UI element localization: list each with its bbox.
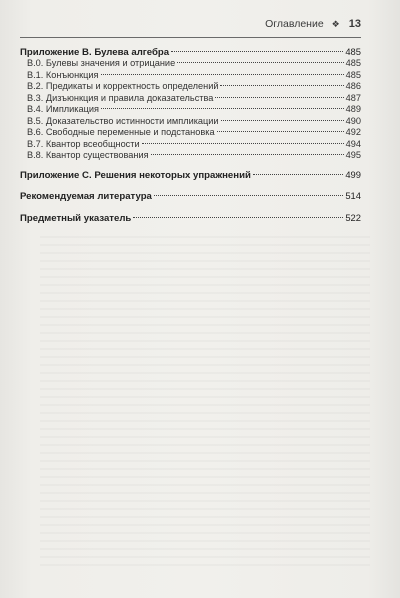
toc-subentry-page: 494 <box>345 138 361 149</box>
toc-subentry-title: B.7. Квантор всеобщности <box>27 138 140 149</box>
toc-subentry-page: 486 <box>345 81 361 92</box>
toc-entry-index <box>20 211 361 224</box>
toc-entry-page: 514 <box>345 190 361 202</box>
toc-entry-appendix-c <box>20 168 361 181</box>
toc-subentry-page: 489 <box>345 104 361 115</box>
toc-subentry <box>20 127 361 139</box>
toc-subentry <box>20 93 361 105</box>
table-of-contents <box>20 45 361 224</box>
toc-subentry-title: B.2. Предикаты и корректность определений <box>27 81 219 92</box>
dot-leader <box>101 74 344 75</box>
toc-subentry <box>20 150 361 162</box>
toc-subentry-page: 487 <box>345 92 361 103</box>
toc-entry-title: Приложение C. Решения некоторых упражнений <box>20 169 251 181</box>
dot-leader <box>220 85 343 86</box>
toc-subentry-title: B.5. Доказательство истинности импликации <box>27 115 219 126</box>
dot-leader <box>142 143 344 144</box>
dot-leader <box>171 51 343 52</box>
toc-subentry-page: 495 <box>345 150 361 161</box>
toc-subentry <box>20 70 361 82</box>
toc-entry-title: Предметный указатель <box>20 212 132 224</box>
header-section-title: Оглавление <box>265 18 324 30</box>
toc-subentry-title: B.8. Квантор существования <box>27 150 149 161</box>
toc-entry-page: 499 <box>345 168 361 180</box>
toc-subentry-title: B.0. Булевы значения и отрицание <box>27 58 176 68</box>
dot-leader <box>101 108 344 109</box>
toc-entry-page: 522 <box>345 211 361 223</box>
dot-leader <box>151 154 344 155</box>
toc-subentry <box>20 81 361 93</box>
toc-entry-title: Рекомендуемая литература <box>20 191 152 203</box>
dot-leader <box>215 97 343 98</box>
page-number: 13 <box>348 18 361 30</box>
toc-subentry-page: 492 <box>345 127 361 138</box>
dot-leader <box>177 62 343 63</box>
toc-subentry-page: 485 <box>345 69 361 80</box>
dot-leader <box>217 131 344 132</box>
header-rule <box>20 37 361 38</box>
toc-subentry-page: 485 <box>345 58 361 68</box>
dot-leader <box>221 120 344 121</box>
toc-subentry-title: B.3. Дизъюнкция и правила доказательства <box>27 92 214 103</box>
toc-entry-appendix-b <box>20 45 361 58</box>
toc-subentry <box>20 58 361 70</box>
running-header <box>20 14 361 34</box>
toc-subentry-page: 490 <box>345 115 361 126</box>
bleed-through-shadow <box>40 230 370 570</box>
dot-leader <box>253 174 343 175</box>
toc-entry-title: Приложение B. Булева алгебра <box>20 47 170 58</box>
toc-subentry-title: B.6. Свободные переменные и подстановка <box>27 127 215 138</box>
toc-subentry <box>20 139 361 151</box>
toc-subentry-title: B.1. Конъюнкция <box>27 69 99 80</box>
dot-leader <box>154 195 343 196</box>
dot-leader <box>133 217 343 218</box>
toc-subentry <box>20 104 361 116</box>
toc-subentry-title: B.4. Импликация <box>27 104 99 115</box>
toc-entry-literature <box>20 189 361 202</box>
toc-subentry <box>20 116 361 128</box>
toc-entry-page: 485 <box>345 46 361 57</box>
diamond-ornament-icon: ❖ <box>331 18 340 29</box>
